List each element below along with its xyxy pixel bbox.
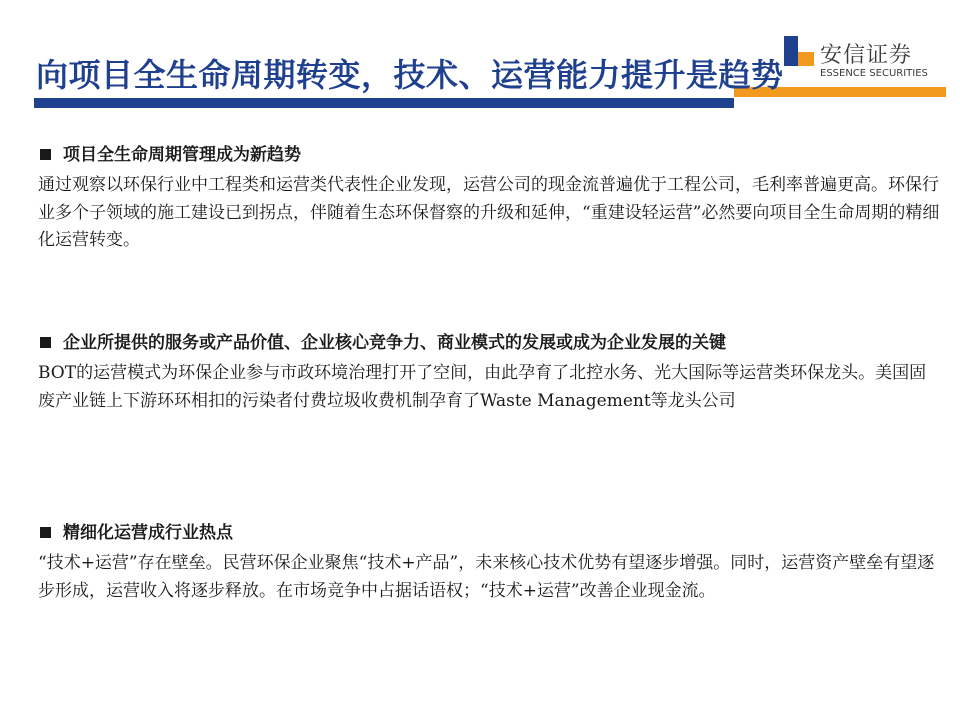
title-underline bbox=[34, 98, 734, 108]
section-refined-operation bbox=[38, 520, 942, 605]
logo-mark-orange bbox=[798, 52, 814, 66]
logo-mark-icon bbox=[784, 36, 814, 66]
company-logo bbox=[784, 32, 954, 94]
logo-name-cn: 安信证券 bbox=[820, 43, 913, 68]
section-lifecycle bbox=[38, 142, 942, 255]
logo-name-en: ESSENCE SECURITIES bbox=[820, 68, 928, 79]
square-bullet-icon bbox=[40, 337, 51, 348]
section-heading-text: 企业所提供的服务或产品价值、企业核心竞争力、商业模式的发展或成为企业发展的关键 bbox=[63, 333, 726, 353]
section-heading bbox=[38, 142, 942, 168]
square-bullet-icon bbox=[40, 527, 51, 538]
logo-mark-blue bbox=[784, 36, 798, 66]
section-body: 通过观察以环保行业中工程类和运营类代表性企业发现，运营公司的现金流普遍优于工程公司，毛利率普遍更高。环保行业多个子领域的施工建设已到拐点，伴随着生态环保督察的升级和延伸，“重建设轻运营”必然要向项目全生命周期的精细化运营转变。 bbox=[38, 175, 940, 250]
section-heading bbox=[38, 330, 942, 356]
section-body: BOT的运营模式为环保企业参与市政环境治理打开了空间，由此孕育了北控水务、光大国际等运营类环保龙头。美国固废产业链上下游环环相扣的污染者付费垃圾收费机制孕育了Waste Management等龙头公司 bbox=[38, 363, 927, 411]
square-bullet-icon bbox=[40, 149, 51, 160]
section-heading bbox=[38, 520, 942, 546]
page-title: 向项目全生命周期转变，技术、运营能力提升是趋势 bbox=[36, 56, 784, 94]
section-heading-text: 精细化运营成行业热点 bbox=[63, 523, 233, 543]
section-body: “技术+运营”存在壁垒。民营环保企业聚焦“技术+产品”，未来核心技术优势有望逐步增强。同时，运营资产壁垒有望逐步形成，运营收入将逐步释放。在市场竞争中占据话语权；“技术+运营”改善企业现金流。 bbox=[38, 553, 935, 601]
section-core-value bbox=[38, 330, 942, 415]
section-heading-text: 项目全生命周期管理成为新趋势 bbox=[63, 145, 301, 165]
